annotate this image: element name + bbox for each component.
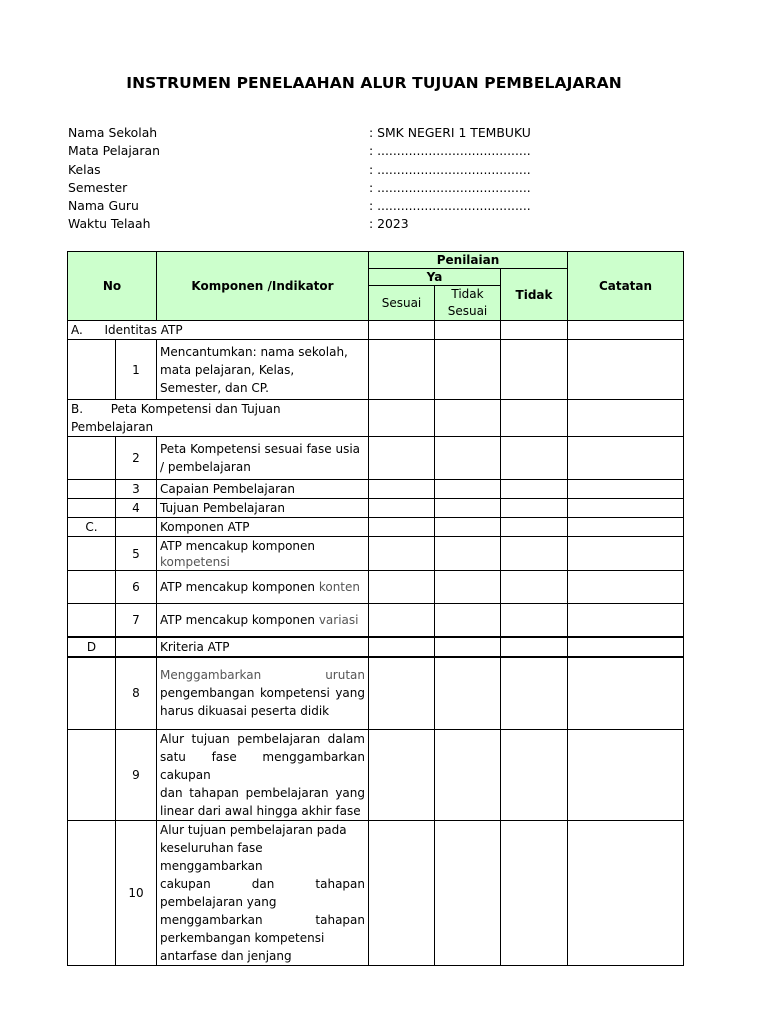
assessment-table — [67, 251, 684, 966]
header-tidak-sesuai-line: Tidak — [451, 287, 484, 301]
item-text — [157, 730, 369, 821]
info-row-review-time — [68, 215, 588, 233]
cell-sesuai[interactable] — [369, 571, 435, 604]
item-line: Semester, dan CP. — [160, 380, 269, 395]
item-line: Peta Kompetensi sesuai fase usia — [160, 442, 361, 456]
table-row — [68, 480, 684, 499]
item-line: Menggambarkan urutan — [160, 668, 365, 683]
cell-sesuai[interactable] — [369, 437, 435, 480]
cell-catatan[interactable] — [568, 730, 684, 821]
item-number: 3 — [116, 480, 157, 499]
cell-catatan[interactable] — [568, 657, 684, 730]
header-ya: Ya — [369, 269, 501, 286]
cell-tidak[interactable] — [501, 730, 568, 821]
table-row — [68, 604, 684, 637]
item-line: antarfase dan jenjang — [160, 949, 292, 963]
cell-tidak-sesuai[interactable] — [435, 518, 501, 537]
item-line: cakupan dan tahapan — [160, 877, 365, 891]
header-komponen: Komponen /Indikator — [157, 252, 369, 321]
item-text — [157, 571, 369, 604]
item-line: / pembelajaran — [160, 460, 251, 474]
header-row — [68, 252, 684, 269]
section-row — [68, 400, 684, 437]
info-row-class — [68, 161, 588, 179]
item-line: dan tahapan pembelajaran yang — [160, 786, 365, 800]
info-label: Kelas — [68, 161, 101, 177]
cell-tidak-sesuai[interactable] — [435, 480, 501, 499]
cell-tidak-sesuai[interactable] — [435, 437, 501, 480]
cell-catatan[interactable] — [568, 321, 684, 340]
cell-tidak-sesuai[interactable] — [435, 604, 501, 637]
cell-tidak-sesuai[interactable] — [435, 657, 501, 730]
cell-tidak[interactable] — [501, 499, 568, 518]
table-row — [68, 730, 684, 821]
cell-catatan[interactable] — [568, 537, 684, 571]
cell-sesuai[interactable] — [369, 518, 435, 537]
section-row — [68, 518, 684, 537]
info-label: Semester — [68, 179, 128, 195]
item-text-part: variasi — [318, 612, 359, 627]
item-text — [157, 821, 369, 966]
document-title: INSTRUMEN PENELAAHAN ALUR TUJUAN PEMBELAJARAN — [126, 74, 622, 92]
item-text — [157, 340, 369, 400]
header-tidak-sesuai-line: Sesuai — [447, 304, 488, 318]
cell-tidak-sesuai[interactable] — [435, 730, 501, 821]
cell-catatan[interactable] — [568, 604, 684, 637]
cell-tidak[interactable] — [501, 571, 568, 604]
item-line: keseluruhan fase menggambarkan — [160, 841, 263, 873]
cell-sesuai[interactable] — [369, 499, 435, 518]
cell-sesuai[interactable] — [369, 340, 435, 400]
table-row — [68, 821, 684, 966]
identity-block — [68, 124, 588, 234]
cell-tidak[interactable] — [501, 518, 568, 537]
item-line: satu fase menggambarkan cakupan — [160, 750, 365, 782]
item-line: harus dikuasai peserta didik — [160, 704, 330, 719]
cell-tidak[interactable] — [501, 537, 568, 571]
cell-catatan[interactable] — [568, 571, 684, 604]
item-line: linear dari awal hingga akhir fase — [160, 804, 361, 818]
cell-catatan[interactable] — [568, 518, 684, 537]
info-row-semester — [68, 179, 588, 197]
section-letter: B. — [71, 402, 84, 416]
info-label: Nama Guru — [68, 198, 139, 214]
item-text: Tujuan Pembelajaran — [157, 499, 369, 518]
item-line: perkembangan kompetensi — [160, 931, 325, 945]
item-line: Alur tujuan pembelajaran dalam — [160, 732, 365, 746]
item-number: 2 — [116, 437, 157, 480]
item-number: 7 — [116, 604, 157, 637]
cell-tidak-sesuai[interactable] — [435, 400, 501, 437]
table-row — [68, 571, 684, 604]
info-row-school — [68, 124, 588, 142]
cell-tidak[interactable] — [501, 437, 568, 480]
cell-tidak-sesuai[interactable] — [435, 571, 501, 604]
item-text — [157, 657, 369, 730]
table-row — [68, 537, 684, 571]
item-number: 9 — [116, 730, 157, 821]
item-line: pengembangan kompetensi yang — [160, 686, 365, 701]
section-title: Identitas ATP — [104, 323, 183, 337]
item-text-part: ATP mencakup komponen — [160, 580, 319, 594]
item-line: ATP mencakup komponen — [160, 538, 316, 553]
table-row — [68, 437, 684, 480]
item-line: Mencantumkan: nama sekolah, — [160, 344, 348, 359]
section-title: Peta Kompetensi dan Tujuan Pembelajaran — [71, 402, 281, 434]
item-line: menggambarkan tahapan — [160, 913, 365, 927]
item-text — [157, 604, 369, 637]
cell-tidak-sesuai[interactable] — [435, 537, 501, 571]
info-value: : ....................................... — [369, 198, 531, 214]
item-text-part: ATP mencakup komponen — [160, 612, 319, 627]
table-row — [68, 657, 684, 730]
header-catatan: Catatan — [568, 252, 684, 321]
info-row-teacher — [68, 197, 588, 215]
info-label: Nama Sekolah — [68, 125, 158, 140]
cell-tidak[interactable] — [501, 637, 568, 657]
cell-sesuai[interactable] — [369, 400, 435, 437]
cell-catatan[interactable] — [568, 400, 684, 437]
section-title: Kriteria ATP — [157, 637, 369, 657]
item-text-part: konten — [318, 580, 360, 594]
section-row — [68, 637, 684, 657]
cell-catatan[interactable] — [568, 437, 684, 480]
cell-sesuai[interactable] — [369, 480, 435, 499]
item-number: 5 — [116, 537, 157, 571]
cell-sesuai[interactable] — [369, 537, 435, 571]
item-line: mata pelajaran, Kelas, — [160, 362, 295, 377]
cell-sesuai[interactable] — [369, 657, 435, 730]
cell-catatan[interactable] — [568, 480, 684, 499]
cell-tidak-sesuai[interactable] — [435, 340, 501, 400]
section-letter: D — [68, 637, 116, 657]
cell-tidak[interactable] — [501, 321, 568, 340]
cell-sesuai[interactable] — [369, 730, 435, 821]
info-row-subject — [68, 142, 588, 160]
section-a — [68, 321, 369, 340]
section-title: Komponen ATP — [157, 518, 369, 537]
header-tidak-sesuai — [435, 286, 501, 321]
item-number: 10 — [116, 821, 157, 966]
section-letter: C. — [68, 518, 116, 537]
cell-sesuai[interactable] — [369, 321, 435, 340]
info-value: : ....................................... — [369, 179, 531, 195]
item-number: 6 — [116, 571, 157, 604]
info-value: : ....................................... — [369, 143, 531, 159]
item-line: kompetensi — [160, 554, 230, 569]
cell-catatan[interactable] — [568, 340, 684, 400]
cell-tidak[interactable] — [501, 821, 568, 966]
cell-catatan[interactable] — [568, 499, 684, 518]
section-row — [68, 321, 684, 340]
item-text: Capaian Pembelajaran — [157, 480, 369, 499]
item-text — [157, 437, 369, 480]
header-tidak: Tidak — [501, 269, 568, 321]
cell-tidak-sesuai[interactable] — [435, 321, 501, 340]
item-line: Alur tujuan pembelajaran pada — [160, 823, 347, 837]
info-label: Waktu Telaah — [68, 216, 151, 232]
header-no: No — [68, 252, 157, 321]
item-line: pembelajaran yang — [160, 895, 277, 909]
info-value: : 2023 — [369, 216, 409, 232]
cell-tidak-sesuai[interactable] — [435, 821, 501, 966]
info-value: : SMK NEGERI 1 TEMBUKU — [369, 125, 531, 140]
cell-sesuai[interactable] — [369, 637, 435, 657]
cell-sesuai[interactable] — [369, 604, 435, 637]
cell-tidak[interactable] — [501, 400, 568, 437]
table-row — [68, 499, 684, 518]
section-b — [68, 400, 369, 437]
cell-tidak[interactable] — [501, 604, 568, 637]
cell-tidak[interactable] — [501, 657, 568, 730]
info-label: Mata Pelajaran — [68, 143, 160, 159]
cell-tidak-sesuai[interactable] — [435, 499, 501, 518]
item-number: 4 — [116, 499, 157, 518]
cell-catatan[interactable] — [568, 821, 684, 966]
item-number: 8 — [116, 657, 157, 730]
cell-tidak[interactable] — [501, 480, 568, 499]
cell-catatan[interactable] — [568, 637, 684, 657]
item-text — [157, 537, 369, 571]
item-number: 1 — [116, 340, 157, 400]
header-penilaian: Penilaian — [369, 252, 568, 269]
table-row — [68, 340, 684, 400]
cell-sesuai[interactable] — [369, 821, 435, 966]
header-sesuai: Sesuai — [369, 286, 435, 321]
info-value: : ....................................... — [369, 161, 531, 177]
cell-tidak[interactable] — [501, 340, 568, 400]
cell-tidak-sesuai[interactable] — [435, 637, 501, 657]
section-letter: A. — [71, 323, 83, 337]
